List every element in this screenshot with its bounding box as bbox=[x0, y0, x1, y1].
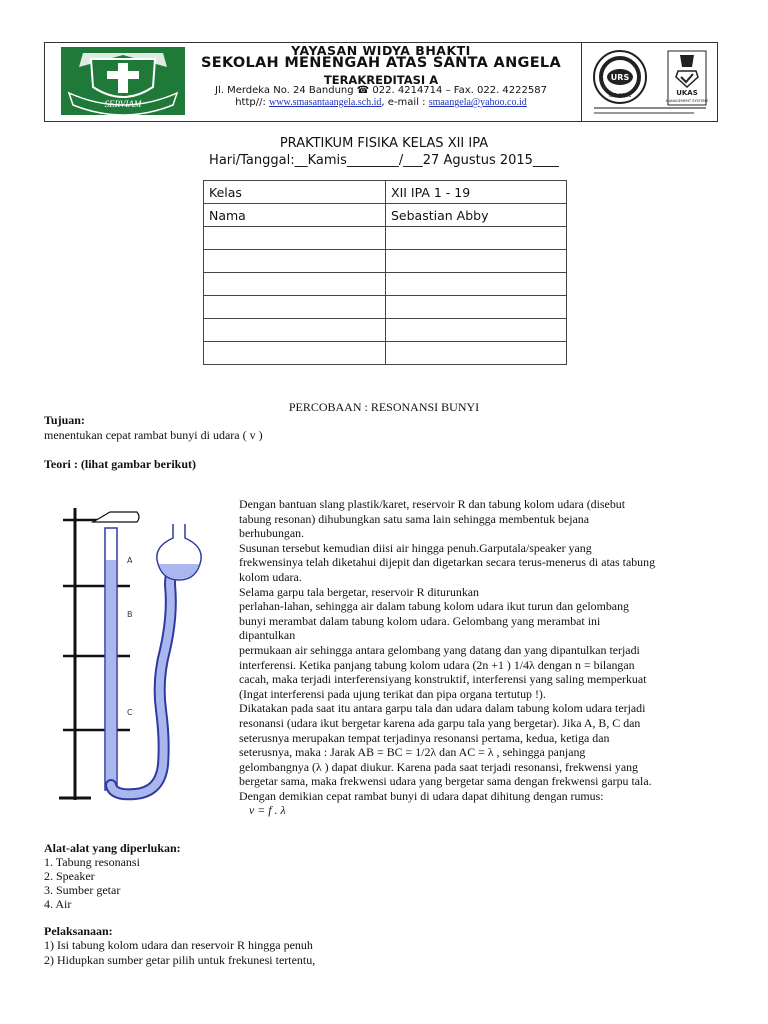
web-label: http//: bbox=[235, 97, 266, 108]
table-row bbox=[204, 181, 567, 204]
practicum-title: PRAKTIKUM FISIKA KELAS XII IPA bbox=[279, 136, 489, 151]
table-cell bbox=[204, 250, 386, 273]
foundation-name: YAYASAN WIDYA BHAKTI bbox=[291, 43, 471, 58]
table-row bbox=[204, 296, 567, 319]
theory-line: interferensi. Ketika panjang tabung kolom udara (2n +1 ) 1/4λ dengan n = bilangan bbox=[239, 657, 635, 672]
table-cell: Kelas bbox=[204, 181, 386, 204]
school-name: SEKOLAH MENENGAH ATAS SANTA ANGELA bbox=[201, 55, 561, 71]
cert-ukas: UKAS bbox=[676, 89, 698, 97]
goal-text: menentukan cepat rambat bunyi di udara ( v ) bbox=[44, 428, 263, 442]
table-cell bbox=[204, 273, 386, 296]
table-cell: Nama bbox=[204, 204, 386, 227]
table-cell bbox=[204, 342, 386, 365]
theory-line: tabung resonan) dihubungkan satu sama lain sehingga membentuk bejana bbox=[239, 511, 590, 526]
table-cell bbox=[204, 227, 386, 250]
date-line: Hari/Tanggal:__Kamis________/___27 Agustus 2015____ bbox=[209, 153, 559, 168]
list-item: 4. Air bbox=[44, 897, 72, 911]
theory-line: dipantulkan bbox=[239, 628, 296, 643]
formula: v = f . λ bbox=[249, 803, 286, 818]
theory-line: Selama garpu tala bergetar, reservoir R diturunkan bbox=[239, 584, 480, 599]
theory-paragraph bbox=[239, 497, 731, 818]
theory-line: seterusnya merupakan tempat terjadinya resonansi pertama, kedua, ketiga dan bbox=[239, 730, 610, 745]
procedure-step: 2) Hidupkan sumber getar pilih untuk frekunesi tertentu, bbox=[44, 953, 316, 967]
table-cell bbox=[204, 296, 386, 319]
email-label: , e-mail : bbox=[381, 97, 426, 108]
label-b: B bbox=[127, 610, 133, 619]
theory-line: perlahan-lahan, sehingga air dalam tabung kolom udara ikut turun dan gelombang bbox=[239, 599, 629, 614]
table-row bbox=[204, 273, 567, 296]
list-item: 3. Sumber getar bbox=[44, 883, 121, 897]
tuning-fork-icon bbox=[93, 512, 139, 522]
equipment-heading: Alat-alat yang diperlukan: bbox=[44, 841, 181, 855]
theory-line: cacah, maka terjadi interferensiyang konstruktif, interferensi yang saling memperkuat bbox=[239, 672, 647, 687]
theory-line: Dengan bantuan slang plastik/karet, reservoir R dan tabung kolom udara (disebut bbox=[239, 497, 626, 511]
logo-motto: SERVIAM bbox=[104, 99, 142, 109]
theory-heading: Teori : (lihat gambar berikut) bbox=[44, 457, 196, 471]
cert-mark: URS bbox=[610, 73, 630, 82]
table-row bbox=[204, 319, 567, 342]
table-cell bbox=[386, 250, 567, 273]
theory-line: kolom udara. bbox=[239, 569, 302, 584]
theory-line: frekwensinya telah diketahui dijepit dan digetarkan secara terus-menerus di atas tabung bbox=[239, 555, 656, 570]
procedure-step: 1) Isi tabung kolom udara dan reservoir R hingga penuh bbox=[44, 938, 313, 952]
label-c: C bbox=[127, 708, 133, 717]
table-cell bbox=[204, 319, 386, 342]
resonance-tube-figure bbox=[55, 500, 235, 805]
table-cell: Sebastian Abby bbox=[386, 204, 567, 227]
water-column bbox=[106, 560, 116, 790]
crown-icon bbox=[680, 55, 694, 67]
table-row bbox=[204, 204, 567, 227]
table-cell bbox=[386, 319, 567, 342]
theory-line: bunyi merambat dalam tabung kolom udara. Gelombang yang merambat ini bbox=[239, 613, 601, 628]
theory-line: (Ingat interferensi pada ujung terikat dan pipa organa tertutup !). bbox=[239, 686, 546, 701]
website-link[interactable]: www.smasantaangela.sch.id bbox=[269, 97, 382, 108]
cert-ukas-sub: MANAGEMENT SYSTEMS bbox=[665, 99, 709, 103]
cert-iso: ISO 9001 bbox=[608, 93, 632, 99]
theory-line: Dikatakan pada saat itu antara garpu tala dan udara dalam tabung kolom udara terjadi bbox=[239, 701, 646, 716]
theory-line: berhubungan. bbox=[239, 526, 305, 541]
procedure-heading: Pelaksanaan: bbox=[44, 924, 113, 938]
table-cell: XII IPA 1 - 19 bbox=[386, 181, 567, 204]
table-cell bbox=[386, 296, 567, 319]
theory-line: Susunan tersebut kemudian diisi air hingga penuh.Garputala/speaker yang bbox=[239, 540, 592, 555]
theory-line: bergetar sama, maka frekwensi udara yang bergetar sama dengan frekwensi garpu tala. bbox=[239, 774, 652, 789]
certification-logos bbox=[581, 43, 717, 121]
table-row bbox=[204, 227, 567, 250]
table-cell bbox=[386, 227, 567, 250]
label-a: A bbox=[127, 556, 133, 565]
accreditation: TERAKREDITASI A bbox=[323, 73, 439, 87]
student-info-table bbox=[203, 180, 567, 365]
goal-heading: Tujuan: bbox=[44, 413, 85, 427]
theory-line: permukaan air sehingga antara gelombang yang datang dan yang dipantulkan terjadi bbox=[239, 642, 640, 657]
table-row bbox=[204, 250, 567, 273]
table-cell bbox=[386, 273, 567, 296]
theory-line: resonansi (udara ikut bergetar karena ada garpu tala yang bergetar). Jika A, B, C dan bbox=[239, 715, 641, 730]
letterhead bbox=[44, 42, 718, 122]
theory-line: seterusnya, maka : Jarak AB = BC = 1/2λ dan AC = λ , sehingga panjang bbox=[239, 745, 586, 760]
table-row bbox=[204, 342, 567, 365]
email-link[interactable]: smaangela@yahoo.co.id bbox=[428, 97, 527, 108]
table-cell bbox=[386, 342, 567, 365]
theory-line: Dengan demikian cepat rambat bunyi di udara dapat dihitung dengan rumus: bbox=[239, 788, 604, 803]
list-item: 1. Tabung resonansi bbox=[44, 855, 140, 869]
experiment-title: PERCOBAAN : RESONANSI BUNYI bbox=[288, 400, 480, 414]
theory-line: gelombangnya (λ ) dapat diukur. Karena pada saat terjadi resonansi, frekwensi yang bbox=[239, 759, 639, 774]
list-item: 2. Speaker bbox=[44, 869, 95, 883]
school-address: Jl. Merdeka No. 24 Bandung ☎ 022. 4214714 – Fax. 022. 4222587 bbox=[215, 85, 547, 96]
